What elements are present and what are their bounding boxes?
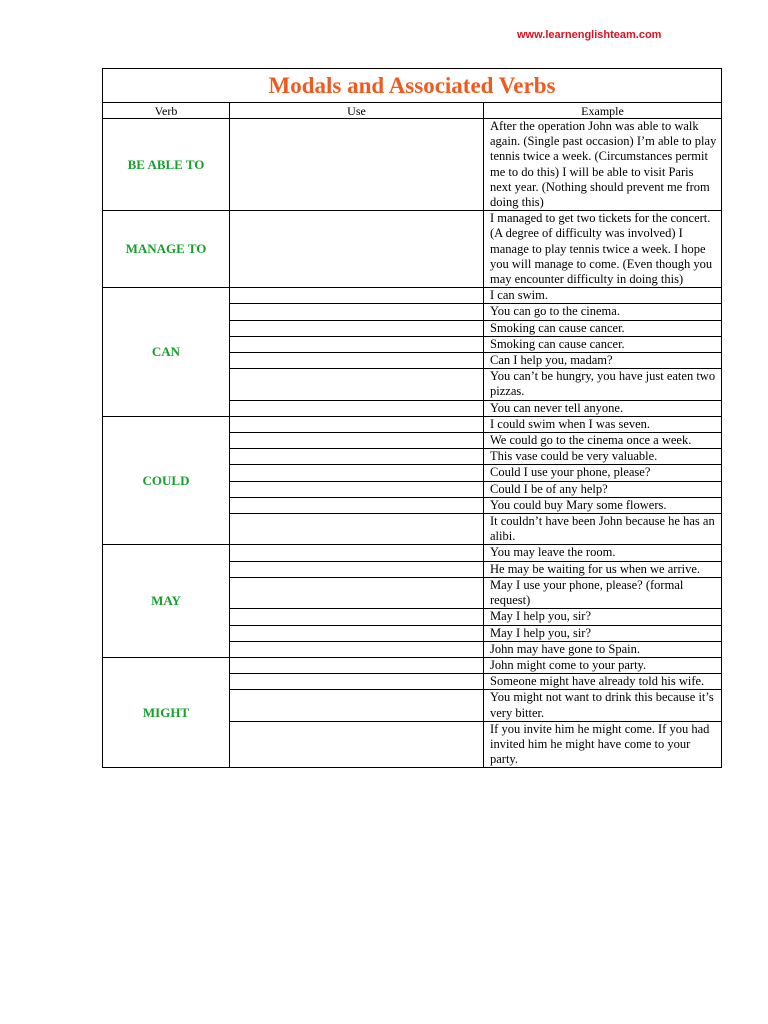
use-cell [230,641,484,657]
example-cell: I could swim when I was seven. [484,416,722,432]
example-cell: It couldn’t have been John because he has an alibi. [484,514,722,545]
use-cell [230,288,484,304]
verb-cell: MANAGE TO [103,211,230,288]
use-cell [230,336,484,352]
example-cell: Someone might have already told his wife. [484,674,722,690]
use-cell [230,369,484,400]
example-cell: Smoking can cause cancer. [484,336,722,352]
verb-cell: BE ABLE TO [103,119,230,211]
use-cell [230,514,484,545]
example-cell: Smoking can cause cancer. [484,320,722,336]
header-use: Use [230,103,484,119]
use-cell [230,497,484,513]
example-cell: You could buy Mary some flowers. [484,497,722,513]
use-cell [230,433,484,449]
example-cell: You might not want to drink this because it’s very bitter. [484,690,722,721]
example-cell: This vase could be very valuable. [484,449,722,465]
use-cell [230,690,484,721]
use-cell [230,304,484,320]
use-cell [230,416,484,432]
modals-table [102,68,722,768]
use-cell [230,577,484,608]
example-cell: I managed to get two tickets for the concert. (A degree of difficulty was involved) I manage to play tennis twice a week. I hope you will manage to come. (Even though you may encounter difficulty in doing this) [484,211,722,288]
use-cell [230,625,484,641]
use-cell [230,353,484,369]
example-cell: Could I be of any help? [484,481,722,497]
example-cell: May I use your phone, please? (formal request) [484,577,722,608]
table-row [103,657,722,673]
use-cell [230,449,484,465]
use-cell [230,481,484,497]
verb-cell: MIGHT [103,657,230,767]
example-cell: You can go to the cinema. [484,304,722,320]
use-cell [230,400,484,416]
example-cell: Can I help you, madam? [484,353,722,369]
verb-cell: MAY [103,545,230,657]
header-example: Example [484,103,722,119]
example-cell: If you invite him he might come. If you had invited him he might have come to your party. [484,721,722,768]
example-cell: We could go to the cinema once a week. [484,433,722,449]
table-row [103,288,722,304]
example-cell: After the operation John was able to walk again. (Single past occasion) I’m able to play tennis twice a week. (Circumstances permit me to do this) I will be able to visit Paris next year. (Nothing should prevent me from doing this) [484,119,722,211]
use-cell [230,545,484,561]
example-cell: You can never tell anyone. [484,400,722,416]
table-row [103,211,722,288]
use-cell [230,657,484,673]
use-cell [230,609,484,625]
example-cell: Could I use your phone, please? [484,465,722,481]
verb-cell: COULD [103,416,230,545]
example-cell: You may leave the room. [484,545,722,561]
table-row [103,545,722,561]
use-cell [230,465,484,481]
use-cell [230,721,484,768]
use-cell [230,211,484,288]
table-row [103,119,722,211]
table-row [103,416,722,432]
verb-cell: CAN [103,288,230,417]
page-title: Modals and Associated Verbs [103,69,722,103]
example-cell: John may have gone to Spain. [484,641,722,657]
use-cell [230,320,484,336]
use-cell [230,561,484,577]
header-verb: Verb [103,103,230,119]
example-cell: May I help you, sir? [484,625,722,641]
site-url[interactable]: www.learnenglishteam.com [517,29,662,41]
example-cell: He may be waiting for us when we arrive. [484,561,722,577]
use-cell [230,119,484,211]
example-cell: You can’t be hungry, you have just eaten two pizzas. [484,369,722,400]
example-cell: May I help you, sir? [484,609,722,625]
example-cell: John might come to your party. [484,657,722,673]
use-cell [230,674,484,690]
example-cell: I can swim. [484,288,722,304]
